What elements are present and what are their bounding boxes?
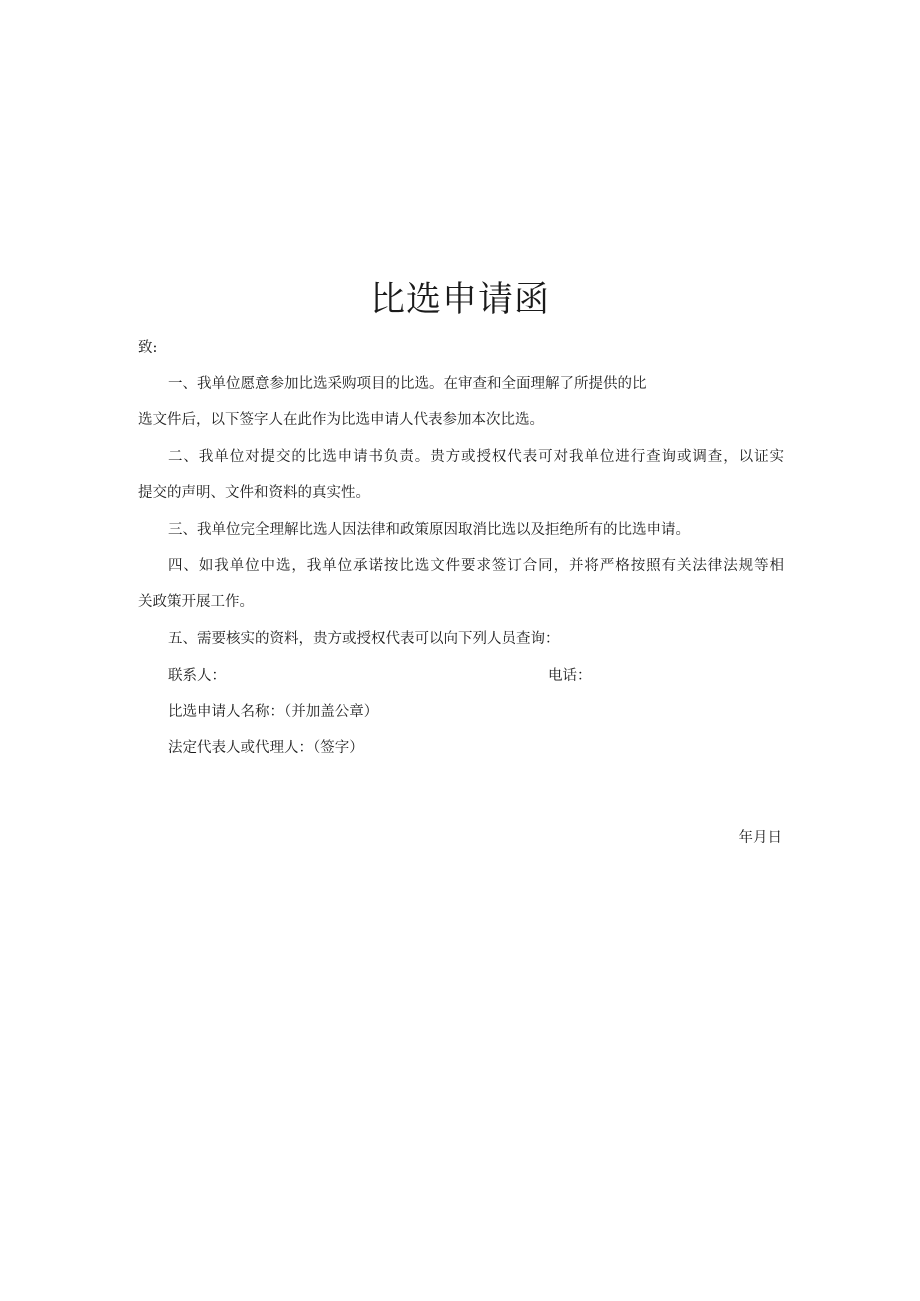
paragraph-2-line-1: 二、我单位对提交的比选申请书负责。贵方或授权代表可对我单位进行查询或调查，以证实 [168, 449, 784, 465]
paragraph-3-line-1: 三、我单位完全理解比选人因法律和政策原因取消比选以及拒绝所有的比选申请。 [168, 522, 690, 538]
salutation: 致: [138, 340, 158, 356]
paragraph-1-line-2: 选文件后，以下签字人在此作为比选申请人代表参加本次比选。 [138, 412, 544, 428]
contact-person-label: 联系人： [168, 668, 226, 684]
paragraph-4-line-2: 关政策开展工作。 [138, 594, 254, 610]
date-label: 年月日 [738, 830, 782, 846]
document-title: 比选申请函 [369, 280, 550, 320]
applicant-name-label: 比选申请人名称：（并加盖公章） [168, 704, 379, 720]
paragraph-1-line-1: 一、我单位愿意参加比选采购项目的比选。在审查和全面理解了所提供的比 [168, 376, 647, 392]
phone-label: 电话： [548, 668, 592, 684]
legal-representative-label: 法定代表人或代理人：（签字） [168, 740, 364, 756]
paragraph-5-line-1: 五、需要核实的资料，贵方或授权代表可以向下列人员查询： [168, 631, 560, 647]
paragraph-4-line-1: 四、如我单位中选，我单位承诺按比选文件要求签订合同，并将严格按照有关法律法规等相 [168, 558, 784, 574]
paragraph-2-line-2: 提交的声明、文件和资料的真实性。 [138, 485, 370, 501]
